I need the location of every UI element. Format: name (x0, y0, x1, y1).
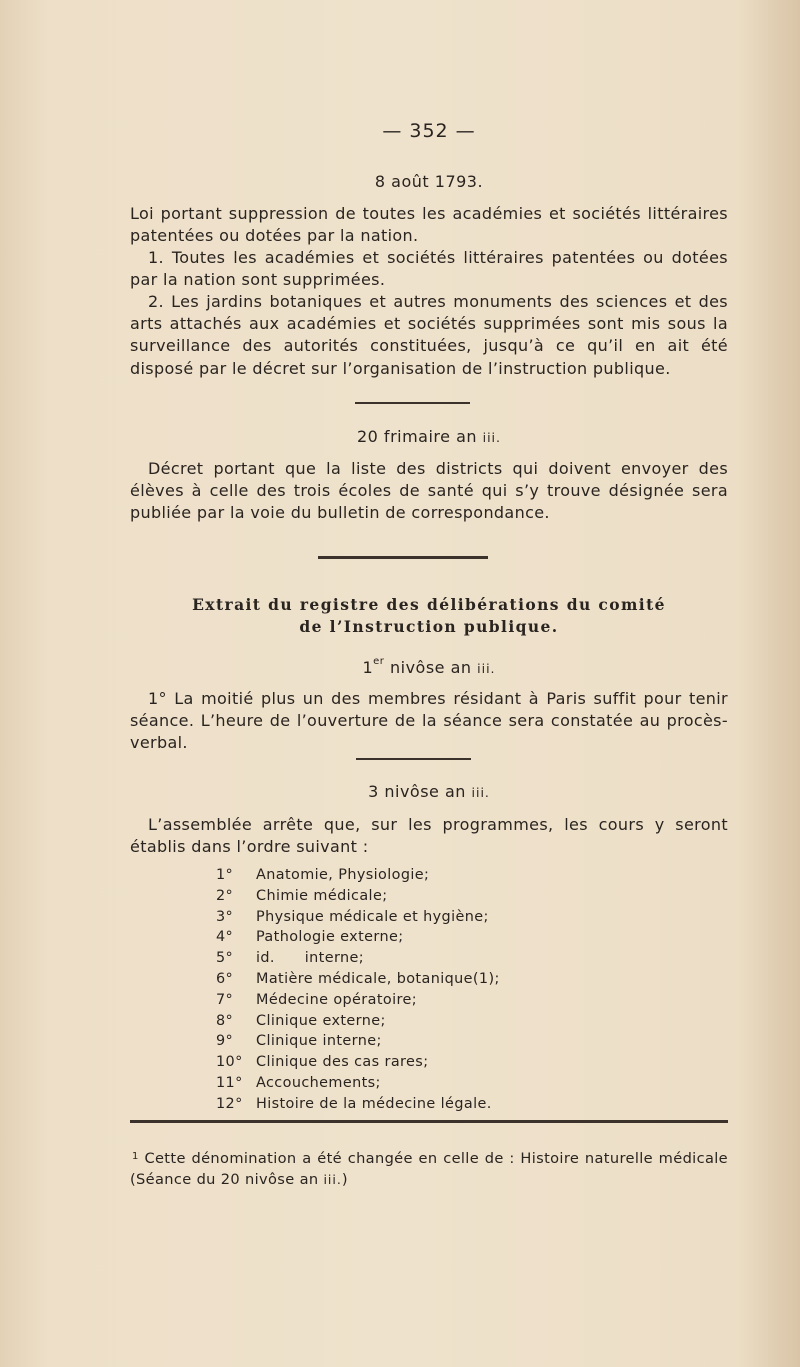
course-number: 5° (216, 950, 234, 967)
section2-text: Décret portant que la liste des districts qui doivent envoyer des élèves à celle des trois écoles de santé qui s’y trouve désignée sera publiée par la voie du bulletin de correspondance. (130, 459, 728, 523)
list-item (216, 1073, 500, 1094)
divider (355, 402, 470, 404)
course-number: 1° (216, 867, 234, 883)
course-number: 7° (216, 991, 234, 1008)
course-name: Pathologie externe; (256, 929, 404, 946)
course-number: 10° (216, 1054, 243, 1071)
list-item (216, 990, 500, 1011)
list-item (216, 1094, 500, 1115)
section4-text: L’assemblée arrête que, sur les programmes, les cours y seront établis dans l’ordre suivant : (130, 815, 728, 857)
section1-date: 8 août 1793. (374, 172, 484, 191)
course-name: Matière médicale, botanique(1); (256, 970, 500, 987)
section3-heading-line2: de l’Instruction publique. (299, 617, 559, 636)
course-list (216, 865, 500, 1115)
section1-article1: 1. Toutes les académies et sociétés littéraires patentées ou dotées par la nation sont supprimées. (130, 248, 728, 290)
page-number: — 352 — (382, 120, 476, 142)
course-number: 6° (216, 970, 234, 987)
section1-title: Loi portant suppression de toutes les académies et sociétés littéraires patentées ou dotées par la nation. (130, 204, 728, 246)
footnote-close: ) (341, 1171, 348, 1188)
section3-date (130, 658, 728, 677)
list-item (216, 907, 500, 928)
list-item (216, 969, 500, 990)
section3-date-year: iii. (477, 661, 496, 676)
list-item (216, 1031, 500, 1052)
course-number: 9° (216, 1033, 234, 1050)
section4-date-year: iii. (471, 785, 490, 800)
list-item (216, 865, 500, 886)
divider (356, 758, 471, 760)
course-name: Histoire de la médecine légale. (256, 1095, 492, 1112)
section3-heading-line1: Extrait du registre des délibérations du comité (192, 595, 666, 614)
course-number: 8° (216, 1012, 234, 1029)
section4-date (130, 782, 728, 801)
section2-date-text: 20 frimaire an (356, 427, 483, 446)
course-name: Accouchements; (256, 1074, 381, 1091)
section3-date-num: 1 (362, 658, 374, 677)
course-number: 12° (216, 1095, 243, 1112)
section3-date-sup: er (373, 656, 385, 667)
course-number: 4° (216, 929, 234, 946)
list-item (216, 1011, 500, 1032)
section2-date (130, 427, 728, 446)
section4-date-text: 3 nivôse an (368, 782, 472, 801)
course-name: Médecine opératoire; (256, 991, 417, 1008)
course-name: id. interne; (256, 950, 365, 967)
footnote-text: Cette dénomination a été changée en celle de : Histoire naturelle médicale (Séance du 20 nivôse an (130, 1150, 728, 1188)
footnote-year: iii. (323, 1172, 342, 1187)
list-item (216, 1052, 500, 1073)
course-name: Physique médicale et hygiène; (256, 908, 489, 925)
divider (318, 556, 488, 559)
footnote-marker: 1 (132, 1151, 139, 1162)
course-name: Clinique externe; (256, 1012, 386, 1029)
section3-text: 1° La moitié plus un des membres résidant à Paris suffit pour tenir séance. L’heure de l’ouverture de la séance sera constatée au procès-verbal. (130, 689, 728, 753)
list-item (216, 927, 500, 948)
course-name: Clinique interne; (256, 1033, 382, 1050)
course-name: Chimie médicale; (256, 887, 388, 904)
section3-date-text: nivôse an (384, 658, 478, 677)
footnote (130, 1148, 728, 1190)
section1-article2: 2. Les jardins botaniques et autres monuments des sciences et des arts attachés aux académies et sociétés supprimées sont mis sous la surveillance des autorités constituées, jusqu’à ce qu’il en ait été disposé par le décret sur l’organisation de l’instruction publique. (130, 292, 728, 378)
footnote-divider (130, 1120, 728, 1123)
course-number: 11° (216, 1074, 243, 1091)
course-name: Clinique des cas rares; (256, 1054, 429, 1071)
course-number: 3° (216, 908, 234, 925)
course-name: Anatomie, Physiologie; (256, 867, 430, 883)
list-item (216, 886, 500, 907)
section2-date-year: iii. (482, 430, 502, 445)
list-item (216, 948, 500, 969)
course-number: 2° (216, 887, 234, 904)
